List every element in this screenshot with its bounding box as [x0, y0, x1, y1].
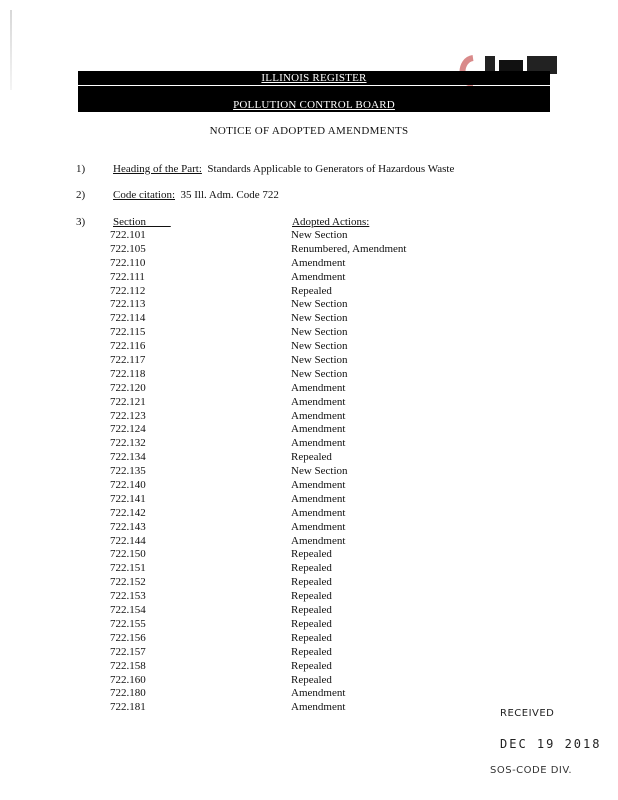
section-number: 722.132: [110, 437, 146, 450]
citation-label: Code citation:: [113, 189, 176, 201]
section-number: 722.112: [110, 284, 146, 297]
section-number: 722.180: [110, 687, 146, 700]
section-column-header: Section: [113, 216, 146, 228]
adopted-action: Amendment: [291, 534, 346, 547]
heading-of-part: [113, 163, 454, 175]
adopted-action: Repealed: [291, 617, 332, 630]
received-date: DEC 19 2018: [500, 737, 602, 751]
adopted-action: Amendment: [291, 395, 346, 408]
section-number: 722.157: [110, 645, 146, 658]
actions-column-header: Adopted Actions:: [292, 216, 370, 228]
table-row: [0, 632, 618, 646]
table-row: [0, 660, 618, 674]
table-row: [0, 576, 618, 590]
adopted-action: Amendment: [291, 701, 346, 714]
table-row: [0, 451, 618, 465]
adopted-action: Repealed: [291, 284, 332, 297]
adopted-action: New Section: [291, 354, 348, 367]
citation-value: 35 Ill. Adm. Code 722: [180, 189, 279, 201]
adopted-action: Amendment: [291, 520, 346, 533]
table-row: [0, 243, 618, 257]
adopted-action: New Section: [291, 298, 348, 311]
adopted-action: Amendment: [291, 381, 346, 394]
adopted-action: Repealed: [291, 576, 332, 589]
adopted-action: Renumbered, Amendment: [291, 242, 407, 255]
section-number: 722.141: [110, 492, 146, 505]
section-number: 722.142: [110, 506, 146, 519]
adopted-action: Repealed: [291, 631, 332, 644]
item-number-2: 2): [76, 189, 86, 201]
table-row: [0, 257, 618, 271]
adopted-action: Repealed: [291, 673, 332, 686]
table-row: [0, 437, 618, 451]
item-number-1: 1): [76, 163, 86, 175]
table-row: [0, 604, 618, 618]
section-number: 722.155: [110, 617, 146, 630]
code-citation: [113, 189, 279, 201]
table-row: [0, 535, 618, 549]
adopted-action: New Section: [291, 340, 348, 353]
table-row: [0, 674, 618, 688]
table-row: [0, 562, 618, 576]
section-number: 722.140: [110, 479, 146, 492]
register-title: ILLINOIS REGISTER: [261, 72, 367, 84]
table-row: [0, 521, 618, 535]
received-division: SOS-CODE DIV.: [490, 765, 573, 776]
heading-value: Standards Applicable to Generators of Hazardous Waste: [207, 163, 455, 175]
section-number: 722.113: [110, 298, 146, 311]
section-number: 722.152: [110, 576, 146, 589]
section-number: 722.156: [110, 631, 146, 644]
table-row: [0, 548, 618, 562]
adopted-action: Repealed: [291, 590, 332, 603]
adopted-action: New Section: [291, 326, 348, 339]
adopted-action: Amendment: [291, 423, 346, 436]
table-row: [0, 465, 618, 479]
table-row: [0, 493, 618, 507]
section-number: 722.114: [110, 312, 146, 325]
section-number: 722.153: [110, 590, 146, 603]
table-row: [0, 396, 618, 410]
section-number: 722.150: [110, 548, 146, 561]
heading-label: Heading of the Part:: [113, 163, 202, 175]
adopted-action: New Section: [291, 312, 348, 325]
table-row: [0, 382, 618, 396]
adopted-action: Amendment: [291, 492, 346, 505]
table-row: [0, 285, 618, 299]
section-number: 722.135: [110, 465, 146, 478]
section-number: 722.160: [110, 673, 146, 686]
adopted-action: Repealed: [291, 645, 332, 658]
adopted-action: Amendment: [291, 437, 346, 450]
sections-table: [0, 229, 618, 715]
adopted-action: Repealed: [291, 548, 332, 561]
table-row: [0, 423, 618, 437]
table-row: [0, 354, 618, 368]
section-number: 722.117: [110, 354, 146, 367]
section-number: 722.181: [110, 701, 146, 714]
section-number: 722.118: [110, 367, 146, 380]
adopted-action: Repealed: [291, 562, 332, 575]
table-row: [0, 368, 618, 382]
table-row: [0, 410, 618, 424]
table-row: [0, 298, 618, 312]
scan-artifact: [10, 10, 12, 90]
table-row: [0, 271, 618, 285]
adopted-action: New Section: [291, 465, 348, 478]
table-row: [0, 312, 618, 326]
adopted-action: Repealed: [291, 604, 332, 617]
section-number: 722.124: [110, 423, 146, 436]
table-row: [0, 618, 618, 632]
section-number: 722.121: [110, 395, 146, 408]
adopted-action: Amendment: [291, 506, 346, 519]
section-number: 722.115: [110, 326, 146, 339]
section-number: 722.123: [110, 409, 146, 422]
table-row: [0, 646, 618, 660]
table-row: [0, 479, 618, 493]
section-number: 722.101: [110, 229, 146, 241]
item-number-3: 3): [76, 216, 86, 228]
table-row: [0, 590, 618, 604]
notice-title: NOTICE OF ADOPTED AMENDMENTS: [209, 125, 409, 137]
section-number: 722.134: [110, 451, 146, 464]
board-title: POLLUTION CONTROL BOARD: [233, 99, 395, 111]
section-number: 722.154: [110, 604, 146, 617]
adopted-action: Amendment: [291, 409, 346, 422]
adopted-action: Amendment: [291, 479, 346, 492]
section-number: 722.111: [110, 270, 145, 283]
table-row: [0, 507, 618, 521]
section-number: 722.105: [110, 242, 146, 255]
adopted-action: New Section: [291, 229, 348, 241]
section-number: 722.151: [110, 562, 146, 575]
adopted-action: Amendment: [291, 270, 346, 283]
adopted-action: New Section: [291, 367, 348, 380]
table-row: [0, 326, 618, 340]
table-row: [0, 687, 618, 701]
section-number: 722.120: [110, 381, 146, 394]
received-stamp: RECEIVED: [500, 708, 555, 719]
adopted-action: Repealed: [291, 451, 332, 464]
table-row: [0, 229, 618, 243]
section-number: 722.158: [110, 659, 146, 672]
adopted-action: Amendment: [291, 687, 346, 700]
adopted-action: Amendment: [291, 256, 346, 269]
section-number: 722.116: [110, 340, 146, 353]
section-number: 722.144: [110, 534, 146, 547]
table-row: [0, 340, 618, 354]
section-number: 722.110: [110, 256, 146, 269]
section-number: 722.143: [110, 520, 146, 533]
adopted-action: Repealed: [291, 659, 332, 672]
